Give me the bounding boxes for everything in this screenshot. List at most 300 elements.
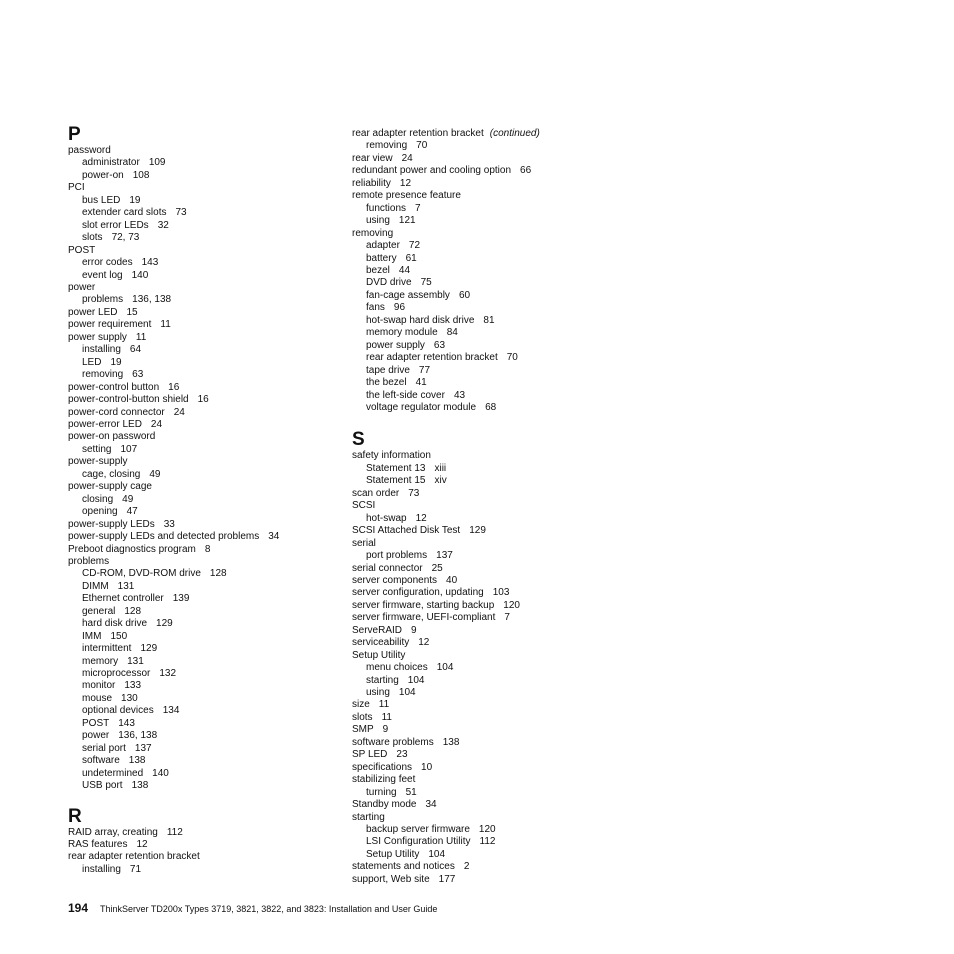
index-page-ref: 63 xyxy=(132,369,144,381)
index-page-ref: 24 xyxy=(401,152,413,164)
index-subentry xyxy=(352,787,622,799)
index-term: administrator xyxy=(82,157,140,169)
index-entry xyxy=(352,874,622,886)
index-term: PCI xyxy=(68,182,85,194)
index-subentry xyxy=(68,568,338,580)
index-subentry xyxy=(68,730,338,742)
index-term: the left-side cover xyxy=(366,389,445,401)
index-subentry xyxy=(352,390,622,402)
index-subentry xyxy=(352,687,622,699)
index-term: Setup Utility xyxy=(366,848,420,860)
index-page-ref: 47 xyxy=(126,506,138,518)
index-subentry xyxy=(68,743,338,755)
index-term: rear adapter retention bracket xyxy=(68,851,200,863)
index-subentry xyxy=(352,203,622,215)
index-page-ref: 66 xyxy=(520,165,532,177)
index-page-ref: 130 xyxy=(121,692,138,704)
index-term: POST xyxy=(82,717,110,729)
index-term: bezel xyxy=(366,264,390,276)
index-entry xyxy=(68,182,338,194)
index-entry xyxy=(352,712,622,724)
index-page-ref: 16 xyxy=(197,394,209,406)
index-term: safety information xyxy=(352,450,431,462)
index-term: extender card slots xyxy=(82,207,167,219)
index-term: hard disk drive xyxy=(82,618,148,630)
index-subentry xyxy=(352,315,622,327)
index-entry xyxy=(68,481,338,493)
index-term: SCSI xyxy=(352,500,376,512)
index-page-ref: 15 xyxy=(126,306,138,318)
index-page-ref: 73 xyxy=(175,207,187,219)
index-entry xyxy=(352,190,622,202)
index-subentry xyxy=(352,140,622,152)
index-term: RAID array, creating xyxy=(68,826,158,838)
index-page-ref: 72 xyxy=(408,240,421,252)
index-entry xyxy=(68,519,338,531)
index-page-ref: 96 xyxy=(393,302,406,314)
index-page-ref: 138 xyxy=(131,780,149,792)
index-page-ref: 140 xyxy=(131,269,149,281)
index-page-ref: 12 xyxy=(418,637,430,649)
index-subentry xyxy=(68,157,338,169)
index-term: slots xyxy=(352,711,373,723)
document-title: ThinkServer TD200x Types 3719, 3821, 3822, and 3823: Installation and User Guide xyxy=(100,904,438,914)
index-page-ref: 112 xyxy=(166,826,183,838)
index-entry xyxy=(352,563,622,575)
index-entry xyxy=(68,382,338,394)
index-term: opening xyxy=(82,506,118,518)
index-subentry xyxy=(352,253,622,265)
index-entry xyxy=(68,827,338,839)
index-page-ref: 104 xyxy=(428,848,446,860)
index-subentry xyxy=(352,302,622,314)
index-term: rear view xyxy=(352,152,393,164)
index-entry xyxy=(352,737,622,749)
index-term: statements and notices xyxy=(352,861,455,873)
index-entry xyxy=(68,556,338,568)
index-term: memory xyxy=(82,655,119,667)
index-term: installing xyxy=(82,863,121,875)
index-term: problems xyxy=(68,555,110,567)
index-page-ref: 129 xyxy=(140,643,158,655)
index-term: SP LED xyxy=(352,749,388,761)
index-term: redundant power and cooling option xyxy=(352,165,512,177)
index-term: mouse xyxy=(82,692,113,704)
index-page-ref: 107 xyxy=(120,443,138,455)
index-subentry xyxy=(68,369,338,381)
index-term: power-supply xyxy=(68,456,128,468)
index-subentry xyxy=(68,344,338,356)
index-page-ref: 71 xyxy=(129,863,142,875)
index-subentry xyxy=(352,475,622,487)
index-term: serial connector xyxy=(352,562,423,574)
index-term: support, Web site xyxy=(352,873,430,885)
index-entry xyxy=(68,332,338,344)
index-page-ref: 129 xyxy=(469,525,486,537)
index-term: RAS features xyxy=(68,839,128,851)
index-term: power-supply cage xyxy=(68,481,152,493)
index-subentry xyxy=(68,270,338,282)
index-subentry xyxy=(352,377,622,389)
index-subentry xyxy=(352,327,622,339)
index-subentry xyxy=(68,170,338,182)
index-term: SMP xyxy=(352,724,374,736)
index-page-ref: 139 xyxy=(172,593,190,605)
index-subentry xyxy=(68,195,338,207)
index-subentry xyxy=(68,618,338,630)
index-page-ref: 137 xyxy=(134,742,152,754)
index-page-ref: 137 xyxy=(436,550,453,562)
index-page-ref: 120 xyxy=(478,824,496,836)
index-term: optional devices xyxy=(82,705,154,717)
index-entry xyxy=(68,245,338,257)
index-term: ServeRAID xyxy=(352,624,403,636)
index-page-ref: 33 xyxy=(163,518,175,530)
index-term: rear adapter retention bracket xyxy=(366,352,498,364)
index-term: power-control button xyxy=(68,381,160,393)
index-entry xyxy=(352,799,622,811)
index-term: using xyxy=(366,687,390,699)
index-entry xyxy=(352,812,622,824)
index-page-ref: 12 xyxy=(399,177,412,189)
index-letter-heading: S xyxy=(352,429,365,451)
index-page-ref: 40 xyxy=(446,574,458,586)
index-term: adapter xyxy=(366,240,400,252)
index-term: Statement 13 xyxy=(366,462,426,474)
index-entry xyxy=(68,431,338,443)
index-page-ref: 104 xyxy=(398,687,416,699)
index-subentry xyxy=(352,463,622,475)
index-subentry xyxy=(352,277,622,289)
index-page-ref: 9 xyxy=(382,724,389,736)
index-entry xyxy=(68,456,338,468)
index-entry xyxy=(352,538,622,550)
index-entry xyxy=(352,128,622,140)
index-page-ref: 49 xyxy=(149,468,161,480)
index-subentry xyxy=(68,755,338,767)
index-term: Ethernet controller xyxy=(82,593,164,605)
index-page-ref: 104 xyxy=(436,662,454,674)
index-page-ref: 32 xyxy=(157,219,169,231)
index-term: SCSI Attached Disk Test xyxy=(352,525,461,537)
index-term: LED xyxy=(82,356,102,368)
index-term: hot-swap xyxy=(366,512,407,524)
index-subentry xyxy=(352,265,622,277)
index-term: DVD drive xyxy=(366,277,412,289)
index-page-ref: 70 xyxy=(416,140,428,152)
index-term: starting xyxy=(366,674,399,686)
index-term: remote presence feature xyxy=(352,190,461,202)
index-page-ref: 24 xyxy=(173,406,185,418)
index-subentry xyxy=(352,675,622,687)
index-entry xyxy=(352,587,622,599)
index-subentry xyxy=(352,849,622,861)
index-term: power xyxy=(82,730,110,742)
index-term: size xyxy=(352,699,370,711)
index-term: software problems xyxy=(352,736,434,748)
index-term: power xyxy=(68,281,96,293)
index-entry xyxy=(352,699,622,711)
index-term: fan-cage assembly xyxy=(366,289,450,301)
index-page-ref: 23 xyxy=(396,749,408,761)
index-page-ref: 128 xyxy=(209,568,227,580)
index-page-ref: 72, 73 xyxy=(111,232,140,244)
index-entry xyxy=(352,637,622,649)
index-subentry xyxy=(68,693,338,705)
index-term: battery xyxy=(366,252,397,264)
index-entry xyxy=(68,531,338,543)
index-term: DIMM xyxy=(82,580,109,592)
index-subentry xyxy=(68,506,338,518)
index-entry xyxy=(352,724,622,736)
index-subentry xyxy=(68,631,338,643)
index-page-ref: 134 xyxy=(162,705,180,717)
index-page-ref: 12 xyxy=(415,512,427,524)
index-page-ref: 84 xyxy=(446,327,458,339)
index-subentry xyxy=(68,780,338,792)
index-entry xyxy=(352,488,622,500)
index-subentry xyxy=(68,668,338,680)
index-entry xyxy=(352,861,622,873)
index-entry xyxy=(68,851,338,863)
index-entry xyxy=(68,319,338,331)
index-term: backup server firmware xyxy=(366,824,470,836)
index-term: bus LED xyxy=(82,194,121,206)
index-subentry xyxy=(68,606,338,618)
index-term: memory module xyxy=(366,327,438,339)
index-entry xyxy=(352,774,622,786)
index-subentry xyxy=(352,352,622,364)
index-term: rear adapter retention bracket xyxy=(352,128,484,139)
index-page-ref: 34 xyxy=(268,531,280,543)
index-term: reliability xyxy=(352,177,391,189)
index-term: server firmware, starting backup xyxy=(352,599,495,611)
index-page-ref: 12 xyxy=(136,839,148,851)
index-page-ref: 104 xyxy=(407,674,425,686)
index-page-ref: 7 xyxy=(504,612,510,624)
index-term: power-on xyxy=(82,169,124,181)
index-page-ref: 44 xyxy=(398,264,411,276)
index-letter-heading: R xyxy=(68,805,82,827)
index-page-ref: xiv xyxy=(434,475,447,487)
index-term: LSI Configuration Utility xyxy=(366,836,471,848)
index-term: slot error LEDs xyxy=(82,219,149,231)
index-term: power supply xyxy=(366,339,425,351)
index-entry xyxy=(68,419,338,431)
index-term: stabilizing feet xyxy=(352,774,416,786)
index-page-ref: 60 xyxy=(458,289,471,301)
index-term: password xyxy=(68,145,111,156)
index-subentry xyxy=(352,290,622,302)
index-term: installing xyxy=(82,344,121,356)
index-subentry xyxy=(352,662,622,674)
index-page-ref: 136, 138 xyxy=(118,730,158,742)
index-term: error codes xyxy=(82,257,133,269)
index-term: serviceability xyxy=(352,637,410,649)
index-entry xyxy=(68,282,338,294)
index-term: problems xyxy=(82,294,124,306)
index-subentry xyxy=(352,824,622,836)
index-letter-heading: P xyxy=(68,124,81,145)
index-subentry xyxy=(352,215,622,227)
index-page-ref: 132 xyxy=(159,668,177,680)
index-page-ref: 61 xyxy=(405,252,417,264)
index-term: Setup Utility xyxy=(352,649,406,661)
index-entry xyxy=(352,450,622,462)
index-entry xyxy=(352,625,622,637)
index-page-ref: 103 xyxy=(492,587,510,599)
index-term: starting xyxy=(352,811,385,823)
index-page-ref: 138 xyxy=(128,755,146,767)
index-term: server components xyxy=(352,574,438,586)
index-term: power requirement xyxy=(68,319,152,331)
index-subentry xyxy=(68,232,338,244)
index-entry xyxy=(68,307,338,319)
index-page-ref: 11 xyxy=(381,711,392,723)
index-subentry xyxy=(352,513,622,525)
index-page-ref: 49 xyxy=(122,493,134,505)
index-entry xyxy=(352,500,622,512)
index-entry xyxy=(68,544,338,556)
index-subentry xyxy=(68,469,338,481)
index-entry xyxy=(352,612,622,624)
index-column-right xyxy=(352,128,622,886)
index-term: power-error LED xyxy=(68,418,142,430)
index-entry xyxy=(68,839,338,851)
index-term: hot-swap hard disk drive xyxy=(366,314,475,326)
index-term: microprocessor xyxy=(82,668,151,680)
index-term: turning xyxy=(366,786,397,798)
index-term: removing xyxy=(366,140,408,152)
index-term: serial port xyxy=(82,742,126,754)
index-subentry xyxy=(352,402,622,414)
index-page-ref: 133 xyxy=(124,680,142,692)
index-page-ref: 11 xyxy=(135,331,147,343)
index-term: Standby mode xyxy=(352,799,417,811)
index-entry xyxy=(352,575,622,587)
index-page-ref: 68 xyxy=(485,401,497,413)
index-subentry xyxy=(68,444,338,456)
index-subentry xyxy=(352,240,622,252)
page-footer xyxy=(68,901,437,916)
index-page-ref: 41 xyxy=(415,377,427,389)
index-term: slots xyxy=(82,232,103,244)
index-subentry xyxy=(68,357,338,369)
index-term: power LED xyxy=(68,306,118,318)
index-term: general xyxy=(82,605,116,617)
index-subentry xyxy=(68,864,338,876)
index-page-ref: 131 xyxy=(117,580,135,592)
index-subentry xyxy=(68,257,338,269)
index-page-ref: 108 xyxy=(132,169,150,181)
index-page-ref: 150 xyxy=(110,630,128,642)
index-term: USB port xyxy=(82,780,123,792)
index-page-ref: 177 xyxy=(438,873,456,885)
page-number: 194 xyxy=(68,901,89,915)
index-page-ref: 8 xyxy=(204,543,211,555)
index-page-ref: 128 xyxy=(124,605,142,617)
index-term: the bezel xyxy=(366,377,407,389)
index-entry xyxy=(352,228,622,240)
index-term: menu choices xyxy=(366,662,428,674)
index-subentry xyxy=(68,494,338,506)
index-subentry xyxy=(68,768,338,780)
index-subentry xyxy=(352,836,622,848)
index-page-ref: 16 xyxy=(168,381,180,393)
index-subentry xyxy=(68,680,338,692)
index-page-ref: 75 xyxy=(420,277,432,289)
index-page-ref: 109 xyxy=(148,157,166,169)
index-page-ref: 24 xyxy=(150,418,163,430)
index-subentry xyxy=(68,593,338,605)
index-subentry xyxy=(68,220,338,232)
index-page-ref: 11 xyxy=(160,319,171,331)
index-page-ref: 43 xyxy=(453,389,466,401)
index-term: server configuration, updating xyxy=(352,587,484,599)
index-term: Statement 15 xyxy=(366,475,426,487)
index-page-ref: 19 xyxy=(110,356,122,368)
index-term: voltage regulator module xyxy=(366,401,477,413)
index-page-ref: 19 xyxy=(129,194,141,206)
index-subentry xyxy=(68,643,338,655)
index-subentry xyxy=(68,207,338,219)
index-term: power-supply LEDs and detected problems xyxy=(68,531,260,543)
index-term: intermittent xyxy=(82,643,132,655)
index-page-ref: 7 xyxy=(415,202,421,214)
index-term: POST xyxy=(68,244,96,256)
index-term: power supply xyxy=(68,331,127,343)
index-entry xyxy=(68,145,338,157)
index-term: functions xyxy=(366,202,407,214)
index-page-ref: 140 xyxy=(152,767,169,779)
index-term: IMM xyxy=(82,630,102,642)
index-term: Preboot diagnostics program xyxy=(68,543,196,555)
index-term: removing xyxy=(82,369,124,381)
index-entry xyxy=(352,749,622,761)
index-term: setting xyxy=(82,443,112,455)
index-page-ref: 120 xyxy=(503,599,520,611)
index-entry xyxy=(68,407,338,419)
index-entry xyxy=(352,153,622,165)
index-page-ref: 9 xyxy=(411,624,417,636)
index-term: power-on password xyxy=(68,431,156,443)
index-entry xyxy=(352,525,622,537)
index-term: undetermined xyxy=(82,767,144,779)
index-subentry xyxy=(68,718,338,730)
index-page-ref: 112 xyxy=(479,836,496,848)
index-term: removing xyxy=(352,227,394,239)
index-term: specifications xyxy=(352,761,413,773)
index-term: server firmware, UEFI-compliant xyxy=(352,612,496,624)
index-entry xyxy=(352,650,622,662)
index-page-ref: 11 xyxy=(378,699,390,711)
index-entry xyxy=(352,762,622,774)
index-page-ref: 131 xyxy=(127,655,144,667)
index-page-ref: 10 xyxy=(421,761,433,773)
index-page-ref: 143 xyxy=(118,717,135,729)
index-page-ref: 2 xyxy=(463,861,470,873)
index-term: fans xyxy=(366,302,385,314)
index-page-ref: 73 xyxy=(408,487,420,499)
index-column-left xyxy=(68,125,338,876)
index-term: monitor xyxy=(82,680,116,692)
index-subentry xyxy=(68,294,338,306)
index-term: using xyxy=(366,215,390,227)
index-entry xyxy=(352,165,622,177)
index-subentry xyxy=(68,656,338,668)
index-entry xyxy=(352,600,622,612)
index-term: event log xyxy=(82,269,123,281)
